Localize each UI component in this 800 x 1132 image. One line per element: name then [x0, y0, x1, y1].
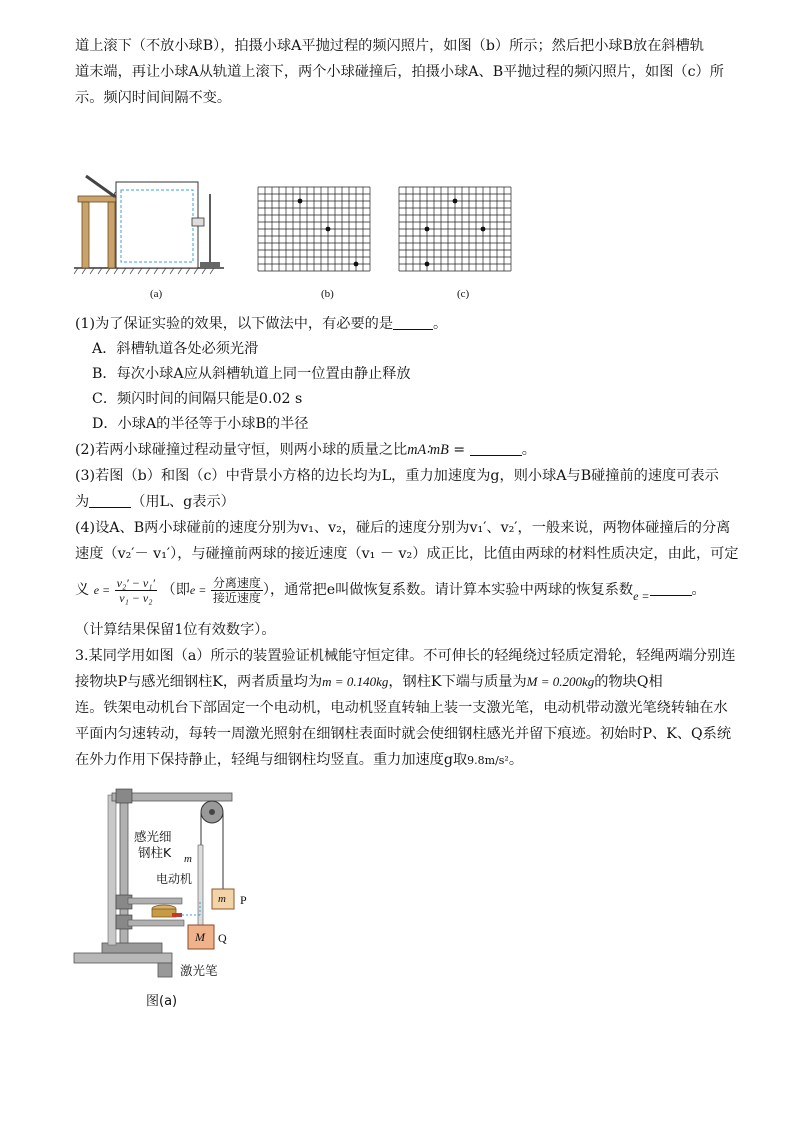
q3-line-2 — [75, 492, 735, 512]
q4-answer-blank[interactable] — [650, 581, 692, 596]
q1-option-a: A．斜槽轨道各处必须光滑 — [92, 341, 259, 357]
q1-option-d: D．小球A的半径等于小球B的半径 — [92, 416, 309, 432]
ball-image — [298, 199, 303, 204]
e-answer-eq: e = — [633, 589, 650, 603]
fig2-label-m: m — [184, 853, 192, 865]
p3-M-value: M = 0.200kg — [526, 674, 595, 689]
p3-line-4: 平面内匀速转动，每转一周激光照射在细钢柱表面时就会使细钢柱感光并留下痕迹。初始时P、K、Q系统 — [75, 726, 732, 742]
caption-c: (c) — [457, 288, 470, 300]
q3-line-1: (3)若图（b）和图（c）中背景小方格的边长均为L，重力加速度为g，则小球A与B碰撞前的速度可表示 — [75, 468, 719, 484]
caption-a: (a) — [150, 288, 163, 300]
q4-line-3 — [75, 570, 735, 610]
intro-line-3: 示。频闪时间间隔不变。 — [75, 90, 232, 106]
e-word-denominator: 接近速度 — [212, 590, 261, 605]
e-word-fraction — [211, 576, 263, 605]
p3-line-3: 连。铁架电动机台下部固定一个电动机，电动机竖直转轴上装一支激光笔，电动机带动激光笔绕转轴在水 — [75, 700, 728, 716]
q3-line-2b: （用L、g表示） — [131, 494, 235, 510]
caption-b: (b) — [321, 288, 334, 300]
q2-answer-blank[interactable] — [470, 441, 522, 456]
q1-stem — [75, 314, 735, 334]
p3-line-2a: 接物块P与感光细钢柱K，两者质量均为 — [75, 674, 323, 690]
p3-line-2 — [75, 672, 735, 692]
q1-option-c: C．频闪时间的间隔只能是0.02 s — [92, 391, 303, 407]
p3-line-1: 3.某同学用如图（a）所示的装置验证机械能守恒定律。不可伸长的轻绳绕过轻质定滑轮，轻绳两端分别连 — [75, 648, 736, 664]
apparatus-figure-a — [74, 170, 234, 280]
intro-line-2: 道末端，再让小球A从轨道上滚下，两个小球碰撞后，拍摄小球A、B平抛过程的频闪照片，如图（c）所 — [75, 64, 724, 80]
fig2-label-laser: 激光笔 — [180, 963, 218, 978]
ball-image — [453, 199, 458, 204]
p3-line-5b: 。 — [508, 752, 524, 768]
p3-m-value: m = 0.140kg — [322, 674, 389, 689]
q2-line — [75, 440, 735, 460]
q2-stem: (2)若两小球碰撞过程动量守恒，则两小球的质量之比 — [75, 442, 408, 458]
p3-line-5a: 在外力作用下保持静止，轻绳与细钢柱均竖直。重力加速度g取 — [75, 752, 468, 768]
strobe-grid-c — [397, 186, 515, 272]
fig2-label-Q: Q — [218, 931, 227, 945]
fig2-box-P: m — [218, 893, 226, 905]
e-def-fraction — [115, 576, 157, 605]
q3-answer-blank[interactable] — [89, 493, 131, 508]
ball-image — [425, 262, 430, 267]
q1-answer-blank[interactable] — [393, 315, 433, 330]
p3-line-2c: 的物块Q相 — [594, 674, 663, 690]
e-def-eq: e = — [93, 583, 111, 597]
q4-line-1: (4)设A、B两小球碰前的速度分别为v₁、v₂，碰后的速度分别为v₁′、v₂′，一般来说，两物体碰撞后的分离 — [75, 520, 731, 536]
ball-image — [326, 227, 331, 232]
p3-line-2b: ，钢柱K下端与质量为 — [388, 674, 527, 690]
e-def-numerator: v₂′ − v₁′ — [116, 575, 156, 590]
e-def-denominator: v₁ − v₂ — [119, 590, 153, 605]
fig2-caption: 图(a) — [146, 994, 178, 1009]
ball-image — [425, 227, 430, 232]
q1-option-b: B．每次小球A应从斜槽轨道上同一位置由静止释放 — [92, 366, 411, 382]
fig2-label-motor: 电动机 — [156, 872, 193, 886]
q1-stem-end: 。 — [433, 316, 448, 332]
q3-line-2a: 为 — [75, 494, 90, 510]
q4-line3-mid: ，通常把e叫做恢复系数。请计算本实验中两球的恢复系数 — [269, 582, 634, 598]
p3-g-value: 9.8m/s² — [467, 754, 509, 767]
q4-paren-close: ） — [262, 582, 270, 598]
q1-stem-text: (1)为了保证实验的效果，以下做法中，有必要的是 — [75, 316, 394, 332]
ball-image — [481, 227, 486, 232]
q4-line-2: 速度（v₂′－ v₁′），与碰撞前两球的接近速度（v₁ － v₂）成正比，比值由两球的材料性质决定，由此，可定 — [75, 546, 739, 562]
fig2-label-P: P — [240, 893, 247, 907]
fig2-label-k-line2: 钢柱K — [138, 845, 172, 860]
ball-image — [354, 262, 359, 267]
q2-eq: = — [448, 442, 470, 458]
p3-line-5 — [75, 750, 735, 771]
q4-line3-end: 。 — [691, 582, 706, 598]
e-def-eq2: e = — [189, 583, 207, 597]
intro-line-1: 道上滚下（不放小球B），拍摄小球A平抛过程的频闪照片，如图（b）所示；然后把小球B放在斜槽轨 — [75, 38, 704, 54]
strobe-grid-b — [256, 186, 374, 272]
q2-end: 。 — [521, 442, 536, 458]
q4-line-4: （计算结果保留1位有效数字）。 — [75, 622, 276, 638]
fig2-box-Q: M — [195, 930, 205, 944]
q2-ratio: mA∶mB — [407, 442, 449, 458]
q4-paren-open: （即 — [161, 582, 190, 598]
fig2-label-k-line1: 感光细 — [134, 829, 172, 844]
q4-line3-prefix: 义 — [75, 582, 90, 598]
e-word-numerator: 分离速度 — [212, 575, 261, 590]
